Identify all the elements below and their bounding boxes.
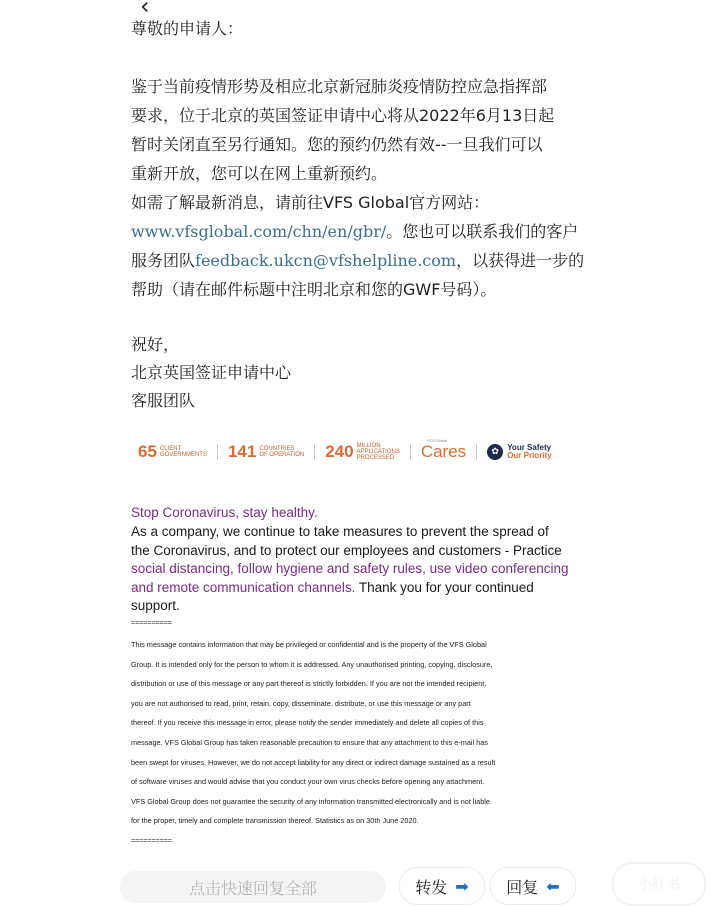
email-line-prefix: 服务团队 <box>131 251 196 270</box>
paragraph-line-1: 鉴于当前疫情形势及相应北京新冠肺炎疫情防控应急指挥部 <box>131 77 548 96</box>
stat-client-governments <box>138 442 207 462</box>
paragraph-line-3: 暂时关闭直至另行通知。您的预约仍然有效--一旦我们可以 <box>131 135 543 154</box>
quick-reply-input[interactable]: 点击快速回复全部 <box>120 871 386 903</box>
reply-arrow-icon: ⬅ <box>546 876 560 896</box>
disclaimer: This message contains information that may be privileged or confidential and is the property of the VFS Global Group. It is intended only for the person to whom it is addressed. Any unauthorised printing, copying, disclosure, distribution or use of this message or any part thereof is strictly forbidden. If you are not the intended recipient, you are not authorised to read, print, retain, copy, disseminate, distribute, or use this message or any part thereof. If you receive this message in error, please notify the sender immediately and delete all copies of this message. VFS Global Group has taken reasonable precaution to ensure that any attachment to this e-mail has been swept for viruses. However, we do not accept liability for any direct or indirect damage sustained as a result of software viruses and would advise that you conduct your own virus checks before opening any attachment. VFS Global Group does not guarantee the security of any information transmitted electronically and is not liable for the proper, timely and complete transmission thereof. Statistics as on 30th June 2020. <box>131 640 496 826</box>
forward-button[interactable] <box>399 867 485 905</box>
stat-number: 240 <box>325 442 354 461</box>
website-link[interactable]: www.vfsglobal.com/chn/en/gbr/ <box>131 222 387 241</box>
greeting: 尊敬的申请人： <box>131 19 244 38</box>
separator-top: ========== <box>131 620 172 627</box>
covid-body: As a company, we continue to take measures to prevent the spread of the Coronavirus, and to protect our employees and customers - Practice social distancing, follow hygiene and safety rules, use video conferencing and remote communication channels. Thank you for your continued support. <box>131 524 569 614</box>
paragraph-line-4: 重新开放，您可以在网上重新预约。 <box>131 164 388 183</box>
shield-star-icon: ✿ <box>487 444 503 460</box>
email-line-suffix: ，以获得进一步的 <box>456 251 585 270</box>
divider <box>314 444 315 460</box>
bottom-action-bar <box>0 862 714 903</box>
stat-label: MILLION APPLICATIONS PROCESSED <box>356 443 400 461</box>
email-link[interactable]: feedback.ukcn@vfshelpline.com <box>195 251 457 270</box>
stat-number: 65 <box>138 442 157 461</box>
paragraph-line-5: 如需了解最新消息，请前往VFS Global官方网站： <box>131 193 490 212</box>
vfs-cares-logo: VFS.Global Cares <box>420 438 467 461</box>
stat-label: COUNTRIES OF OPERATION <box>259 446 305 458</box>
help-line: 帮助（请在邮件标题中注明北京和您的GWF号码）。 <box>131 280 497 299</box>
forward-label: 转发 <box>415 877 448 897</box>
safety-badge: ✿ Your Safety Our Priority <box>487 444 551 460</box>
stat-countries <box>228 442 304 462</box>
website-line <box>131 217 578 246</box>
closing: 祝好， <box>131 335 180 354</box>
paragraph-line-2: 要求，位于北京的英国签证申请中心将从2022年6月13日起 <box>131 106 555 125</box>
back-chevron-icon[interactable]: ‹ <box>140 0 150 20</box>
stats-banner <box>138 438 558 466</box>
divider <box>410 444 411 460</box>
signature-center: 北京英国签证申请中心 <box>131 363 292 382</box>
website-line-suffix: 。您也可以联系我们的客户 <box>386 222 579 241</box>
email-line <box>131 246 584 275</box>
divider <box>217 444 218 460</box>
watermark-logo: 小红书 <box>612 862 706 906</box>
covid-title: Stop Coronavirus, stay healthy. <box>131 505 318 520</box>
reply-label: 回复 <box>506 877 539 897</box>
forward-arrow-icon: ➡ <box>455 876 469 896</box>
stat-label: CLIENT GOVERNMENTS <box>159 446 207 458</box>
stat-number: 141 <box>227 442 257 461</box>
separator-bottom: ========== <box>131 838 172 845</box>
signature-team: 客服团队 <box>131 391 196 410</box>
divider <box>476 444 477 460</box>
stat-applications <box>325 442 400 462</box>
reply-button[interactable] <box>490 867 576 905</box>
